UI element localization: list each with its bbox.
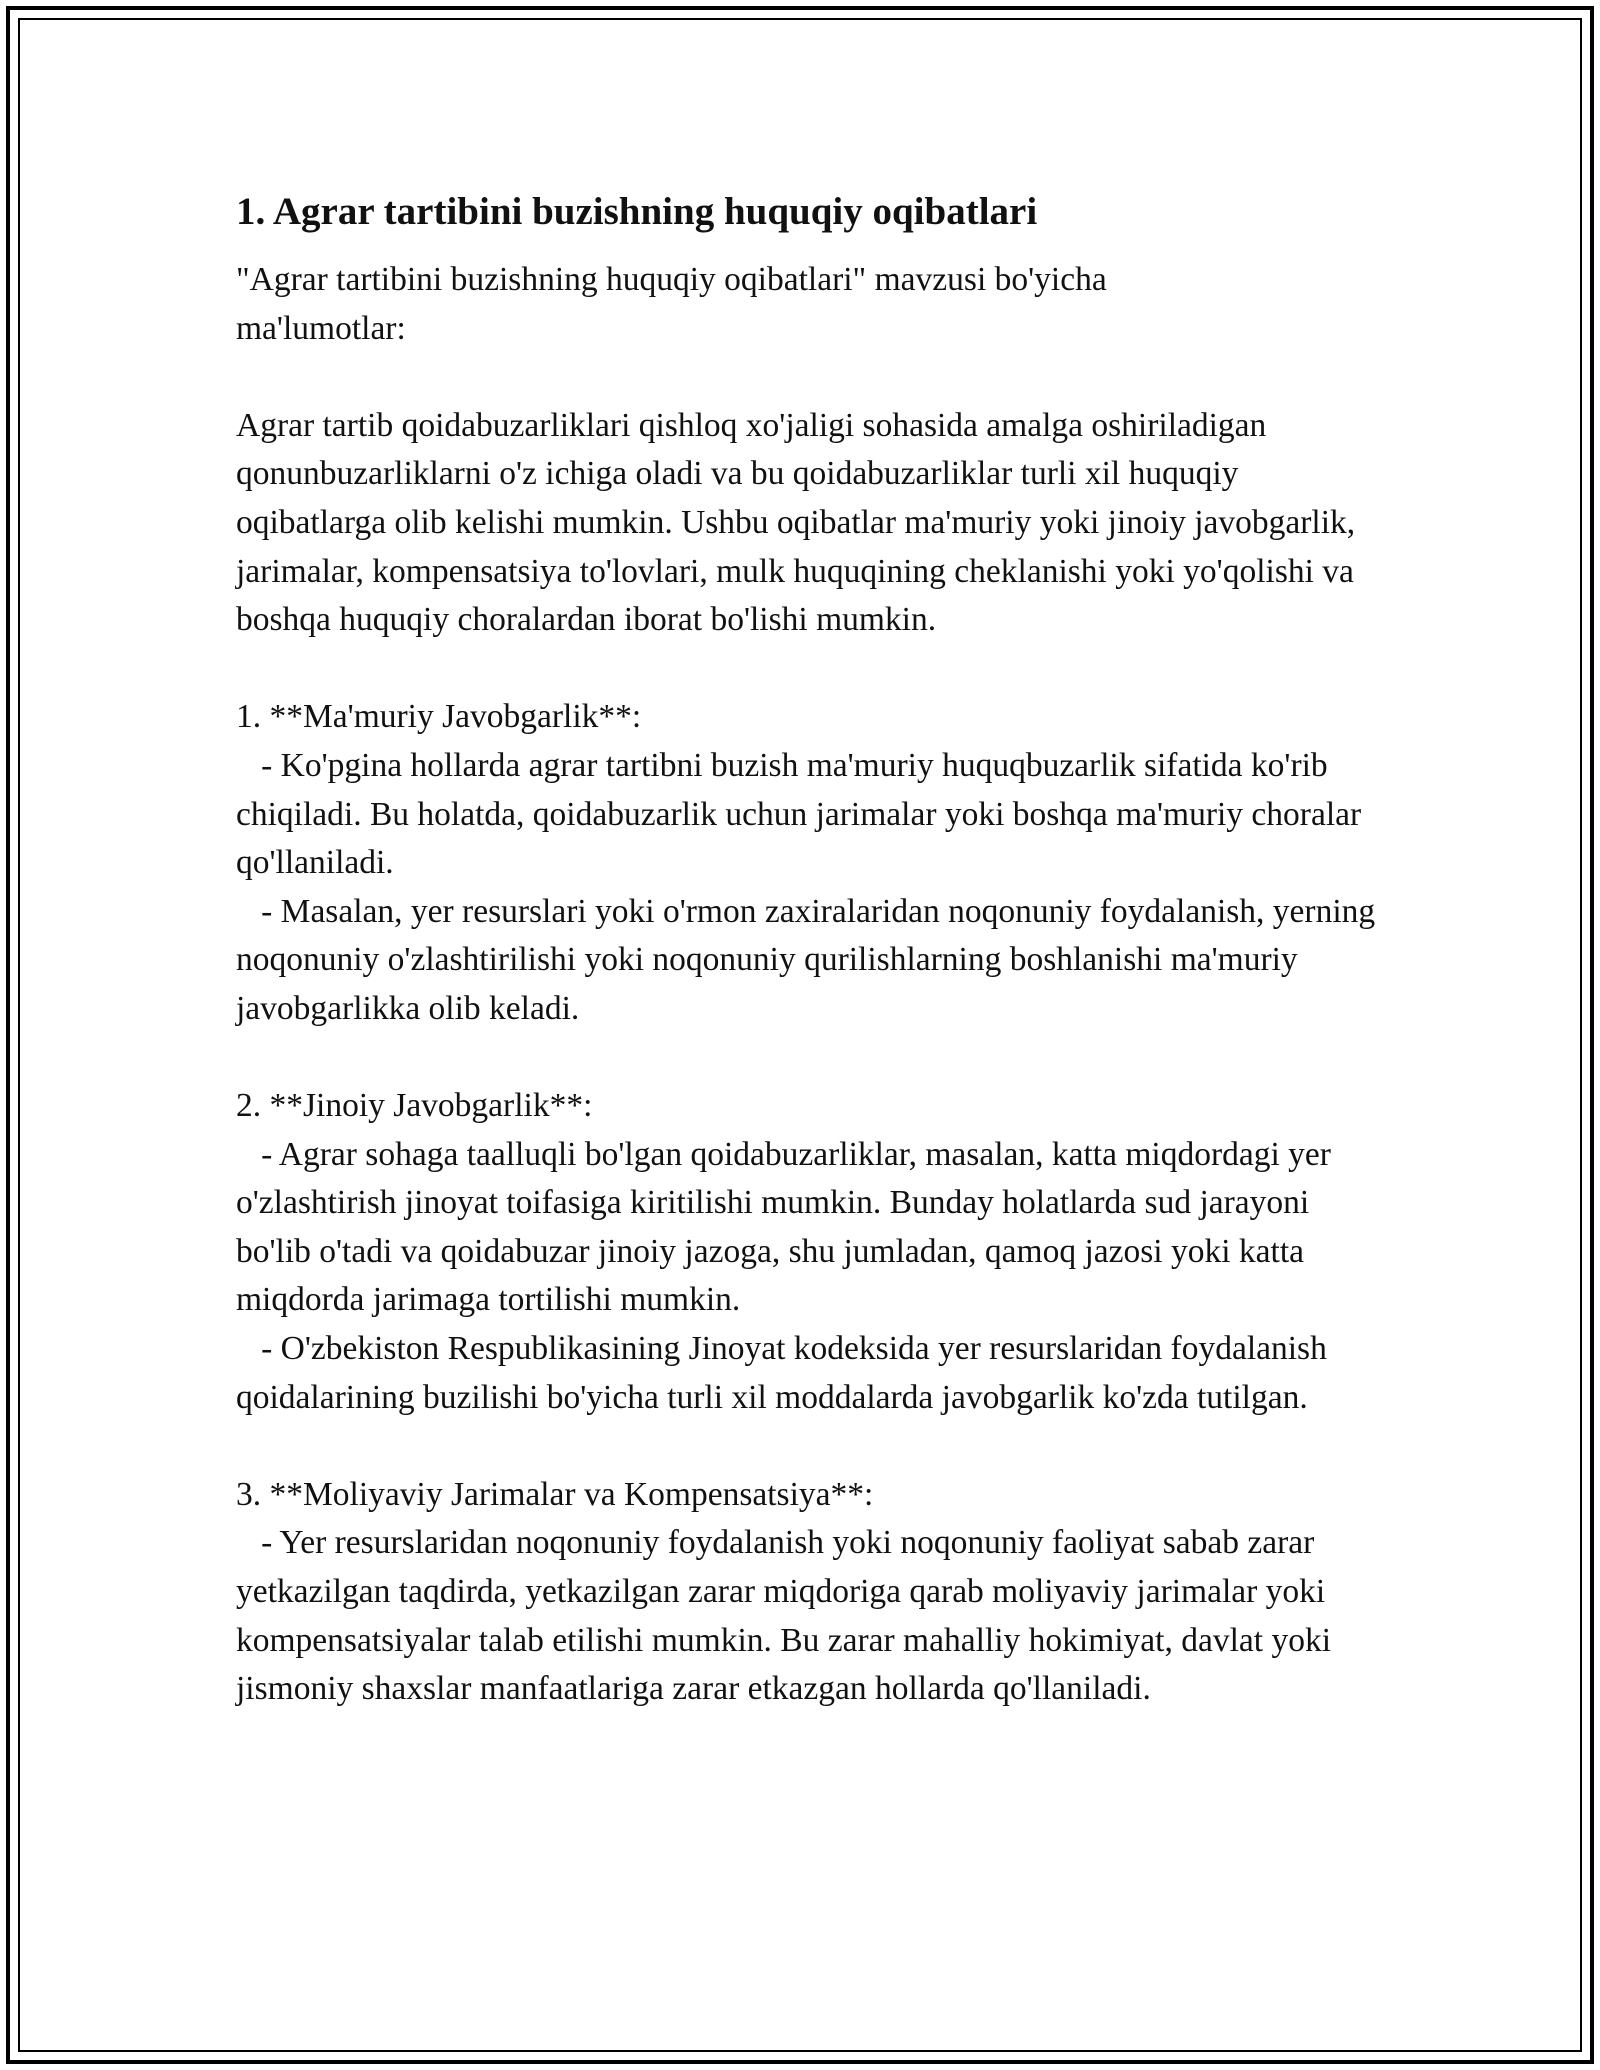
- section-bullet: - Masalan, yer resurslari yoki o'rmon zaxiralaridan noqonuniy foydalanish, yerning noqonuniy o'zlashtirilishi yoki noqonuniy qurilishlarning boshlanishi ma'muriy javobgarlikka olib keladi.: [236, 892, 1384, 1027]
- section-bullet: - Ko'pgina hollarda agrar tartibni buzish ma'muriy huquqbuzarlik sifatida ko'rib chiqiladi. Bu holatda, qoidabuzarlik uchun jarimalar yoki boshqa ma'muriy choralar qo'llaniladi.: [236, 746, 1370, 882]
- section-bullet: - O'zbekiston Respublikasining Jinoyat kodeksida yer resurslaridan foydalanish qoidalarining buzilishi bo'yicha turli xil moddalarda javobgarlik ko'zda tutilgan.: [236, 1330, 1336, 1416]
- section-heading: 2. **Jinoiy Javobgarlik**:: [236, 1087, 593, 1125]
- section-administrative-liability: [236, 693, 1384, 1033]
- section-criminal-liability: [236, 1082, 1376, 1422]
- section-heading: 1. **Ma'muriy Javobgarlik**:: [236, 698, 642, 736]
- section-heading: 3. **Moliyaviy Jarimalar va Kompensatsiya**:: [236, 1475, 874, 1513]
- document-title: 1. Agrar tartibini buzishning huquqiy oqibatlari: [236, 190, 1038, 233]
- overview-paragraph: Agrar tartib qoidabuzarliklari qishloq xo'jaligi sohasida amalga oshiriladigan qonunbuzarliklarni o'z ichiga oladi va bu qoidabuzarliklar turli xil huquqiy oqibatlarga olib kelishi mumkin. Ushbu oqibatlar ma'muriy yoki jinoiy javobgarlik, jarimalar, kompensatsiya to'lovlari, mulk huquqining cheklanishi yoki yo'qolishi va boshqa huquqiy choralardan iborat bo'lishi mumkin.: [236, 406, 1364, 639]
- section-bullet: - Yer resurslaridan noqonuniy foydalanish yoki noqonuniy faoliyat sabab zarar yetkazilgan taqdirda, yetkazilgan zarar miqdoriga qarab moliyaviy jarimalar yoki kompensatsiyalar talab etilishi mumkin. Bu zarar mahalliy hokimiyat, davlat yoki jismoniy shaxslar manfaatlariga zarar etkazgan hollarda qo'llaniladi.: [236, 1524, 1340, 1708]
- section-bullet: - Agrar sohaga taalluqli bo'lgan qoidabuzarliklar, masalan, katta miqdordagi yer o'zlashtirish jinoyat toifasiga kiritilishi mumkin. Bunday holatlarda sud jarayoni bo'lib o'tadi va qoidabuzar jinoiy jazoga, shu jumladan, qamoq jazosi yoki katta miqdorda jarimaga tortilishi mumkin.: [236, 1135, 1340, 1319]
- section-financial-penalties: [236, 1471, 1376, 1714]
- document-body: [236, 186, 1384, 1762]
- intro-paragraph: "Agrar tartibini buzishning huquqiy oqibatlari" mavzusi bo'yicha ma'lumotlar:: [236, 261, 1107, 347]
